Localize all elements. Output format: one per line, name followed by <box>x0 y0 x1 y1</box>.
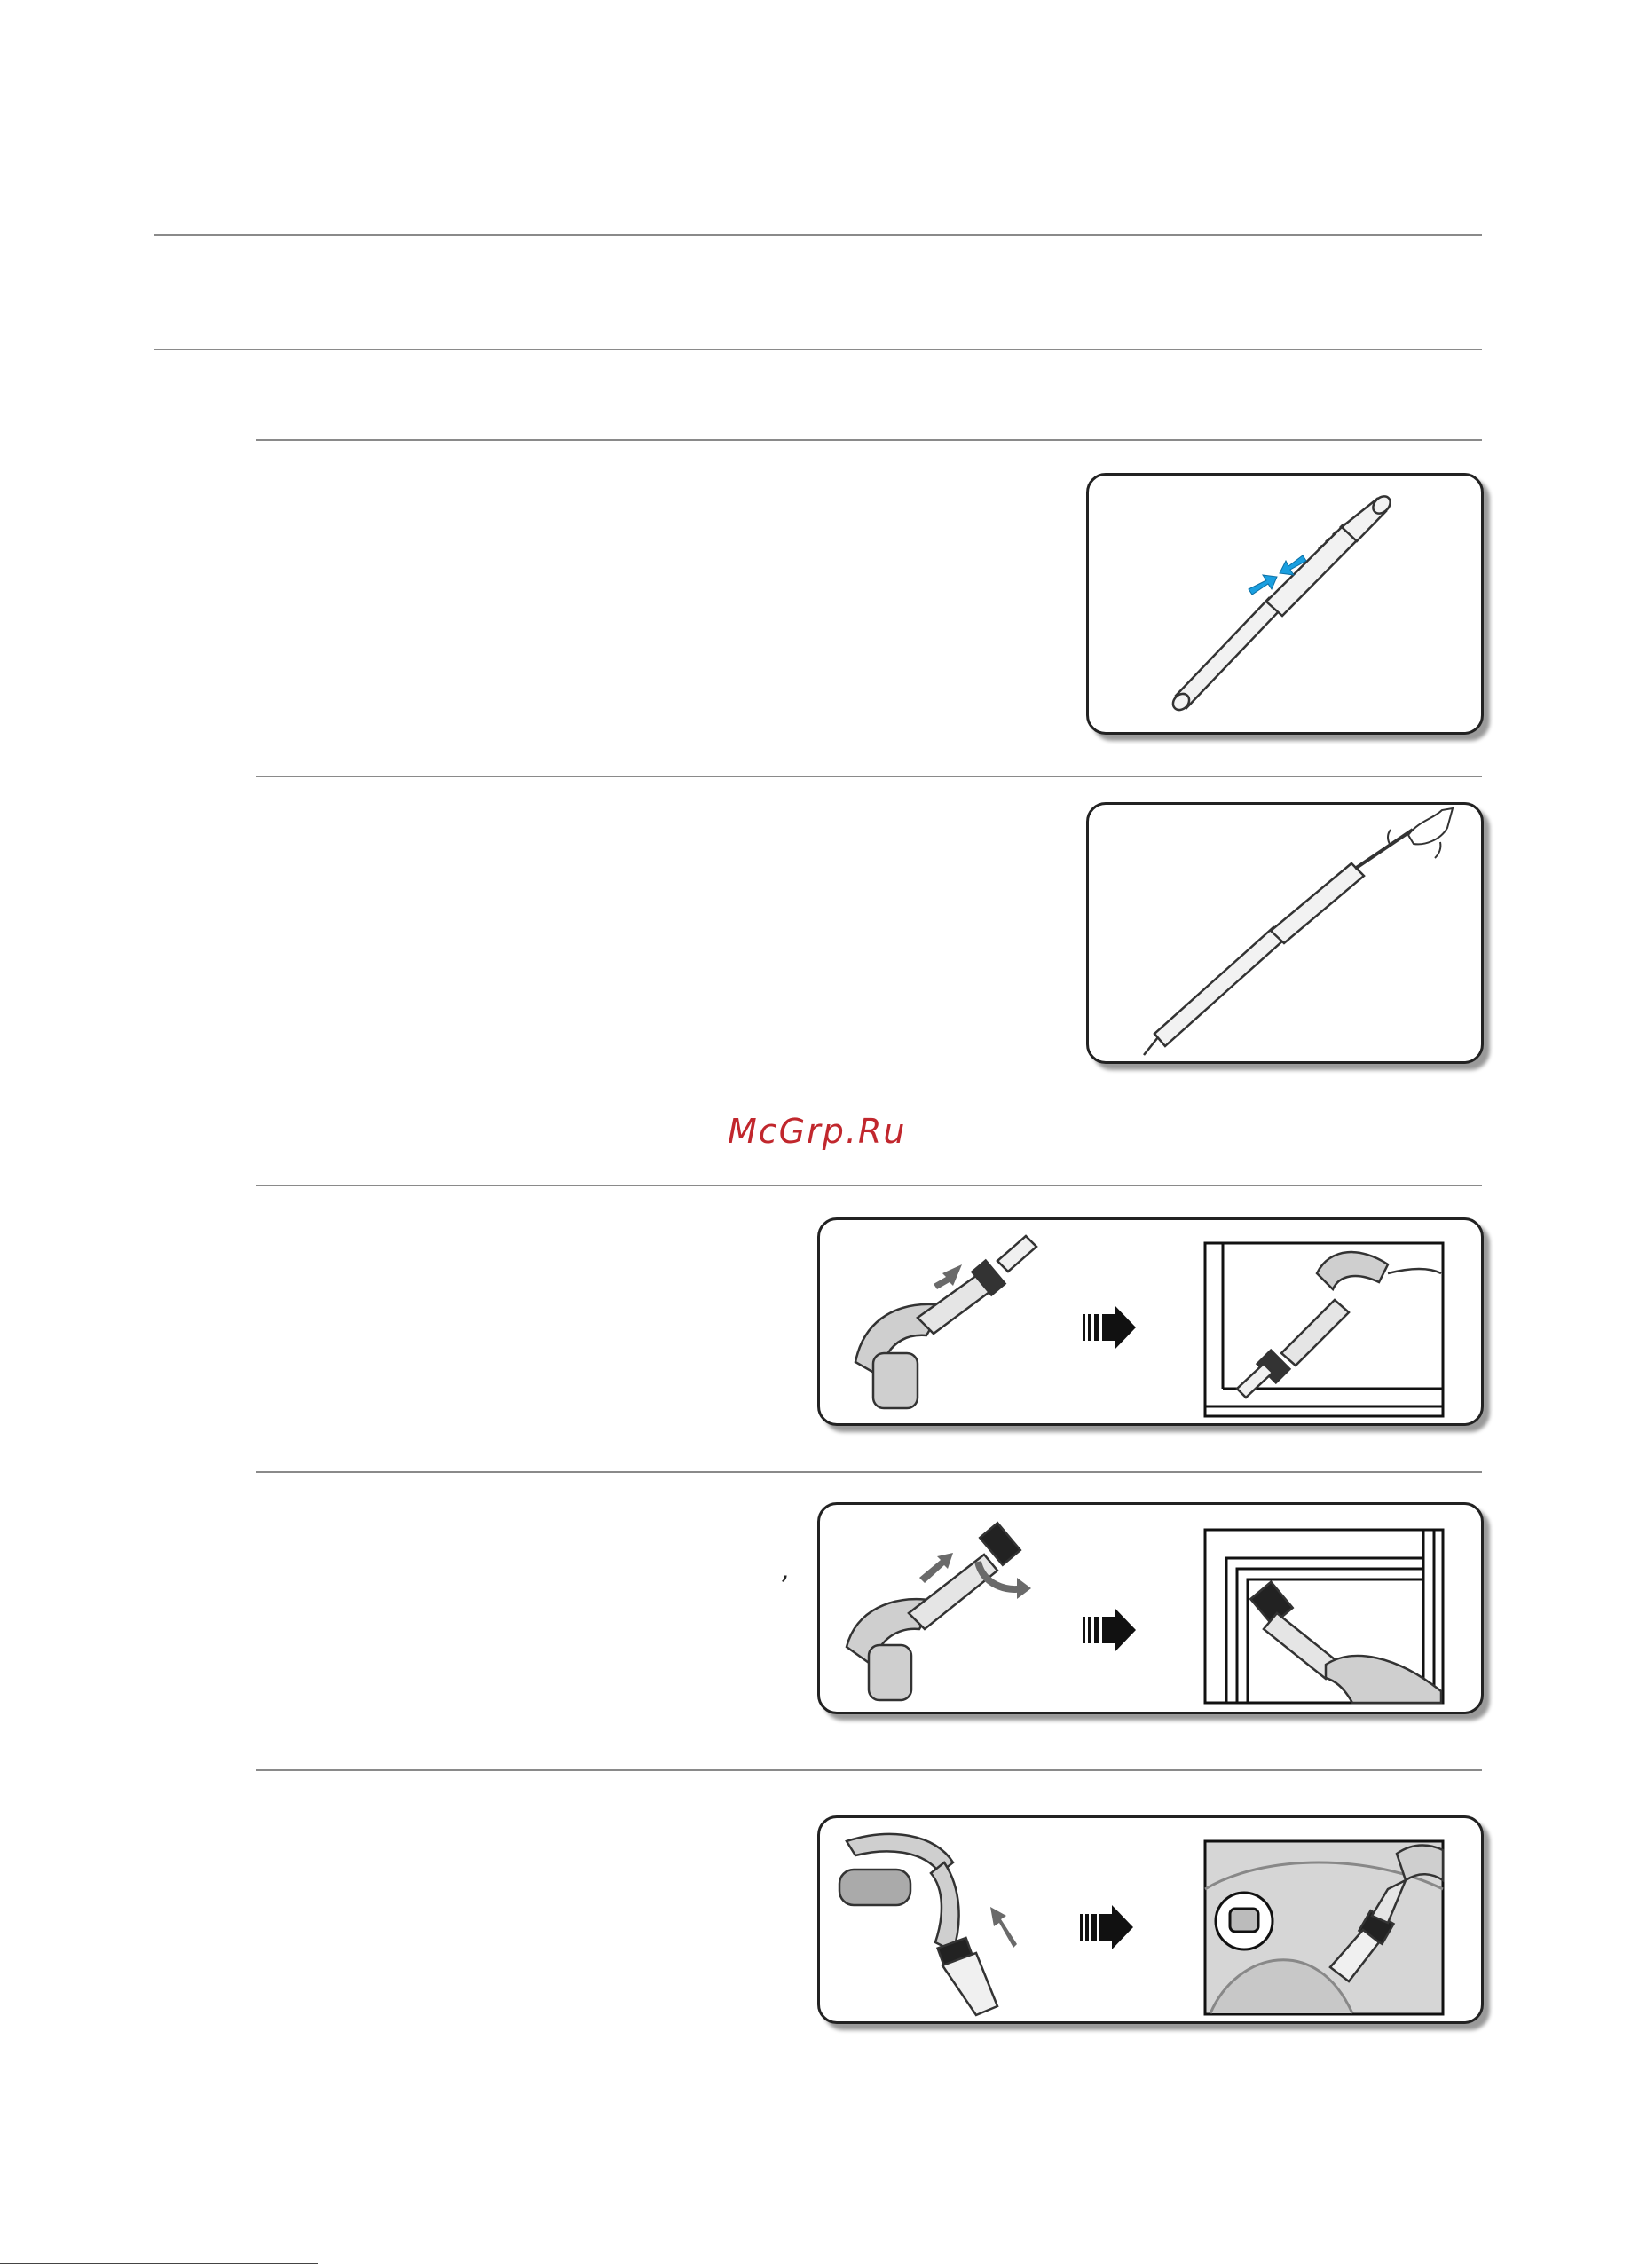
section-rule-5 <box>256 1769 1482 1771</box>
next-step-arrow-icon <box>1080 1905 1133 1949</box>
section-rule-2 <box>256 776 1482 777</box>
section-rule-3 <box>256 1185 1482 1186</box>
next-step-arrow-icon <box>1083 1305 1136 1350</box>
section-rule-1 <box>256 439 1482 441</box>
watermark: McGrp.Ru <box>728 1112 907 1151</box>
hose-handle-icon <box>855 1236 1036 1408</box>
header-rule-top <box>154 234 1482 236</box>
next-step-arrow-icon <box>1083 1608 1136 1652</box>
attach-arrow-icon <box>934 1264 962 1289</box>
section-rule-4 <box>256 1471 1482 1473</box>
header-rule-bottom <box>154 349 1482 350</box>
figure-dusting-brush <box>817 1502 1484 1714</box>
figure-telescopic-pipe-adjust <box>1086 473 1484 735</box>
footer-bar <box>0 2263 318 2264</box>
hand-icon <box>1388 808 1453 858</box>
hose-handle-icon <box>839 1834 997 2015</box>
attach-arrow-icon <box>919 1553 953 1583</box>
attach-arrow-icon <box>990 1907 1017 1948</box>
telescopic-pipe-icon <box>1089 476 1481 732</box>
figure-pipe-pull-out <box>1086 802 1484 1064</box>
telescopic-pipe-icon <box>1089 805 1481 1061</box>
figure-crevice-tool <box>817 1217 1484 1426</box>
figure-upholstery-tool <box>817 1815 1484 2024</box>
stray-mark: , <box>781 1555 790 1586</box>
hose-handle-icon <box>847 1523 1020 1700</box>
